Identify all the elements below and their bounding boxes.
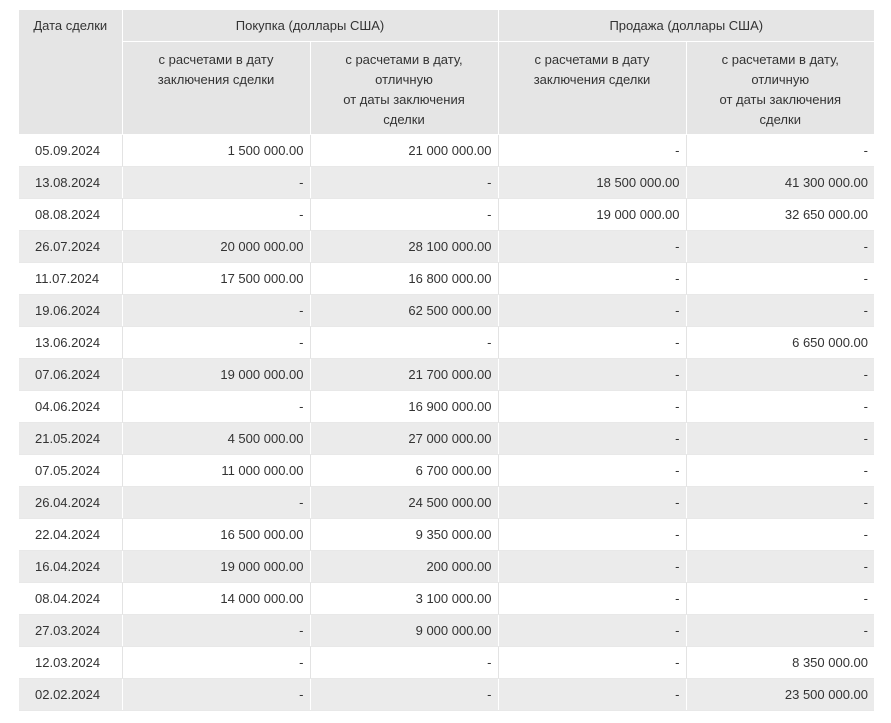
cell-date: 02.02.2024 (19, 678, 122, 710)
cell-buy-same-day: - (122, 294, 310, 326)
cell-sell-other-day: 41 300 000.00 (686, 166, 874, 198)
cell-buy-same-day: - (122, 678, 310, 710)
cell-date: 22.04.2024 (19, 518, 122, 550)
cell-sell-other-day: - (686, 614, 874, 646)
cell-buy-other-day: 28 100 000.00 (310, 230, 498, 262)
cell-sell-other-day: - (686, 294, 874, 326)
table-row (19, 518, 874, 550)
cell-sell-other-day: - (686, 582, 874, 614)
cell-buy-other-day: 3 100 000.00 (310, 582, 498, 614)
table-row (19, 198, 874, 230)
cell-buy-other-day: 9 350 000.00 (310, 518, 498, 550)
table-row (19, 358, 874, 390)
table-row (19, 230, 874, 262)
cell-sell-same-day: - (498, 294, 686, 326)
cell-sell-other-day: - (686, 454, 874, 486)
cell-buy-other-day: - (310, 646, 498, 678)
fx-deals-table (19, 10, 874, 711)
cell-sell-same-day: - (498, 614, 686, 646)
cell-buy-other-day: - (310, 166, 498, 198)
cell-sell-other-day: - (686, 358, 874, 390)
cell-sell-same-day: - (498, 358, 686, 390)
table-row (19, 166, 874, 198)
cell-sell-same-day: - (498, 582, 686, 614)
cell-buy-other-day: 21 700 000.00 (310, 358, 498, 390)
cell-buy-same-day: - (122, 646, 310, 678)
cell-buy-same-day: - (122, 198, 310, 230)
cell-sell-same-day: 19 000 000.00 (498, 198, 686, 230)
header-row-groups (19, 10, 874, 41)
cell-buy-other-day: 200 000.00 (310, 550, 498, 582)
cell-buy-same-day: 20 000 000.00 (122, 230, 310, 262)
cell-sell-same-day: - (498, 230, 686, 262)
cell-date: 04.06.2024 (19, 390, 122, 422)
cell-sell-other-day: - (686, 550, 874, 582)
cell-sell-same-day: - (498, 390, 686, 422)
table-row (19, 390, 874, 422)
cell-date: 21.05.2024 (19, 422, 122, 454)
cell-buy-same-day: 14 000 000.00 (122, 582, 310, 614)
cell-sell-same-day: - (498, 326, 686, 358)
cell-sell-same-day: - (498, 518, 686, 550)
cell-sell-other-day: - (686, 486, 874, 518)
cell-date: 12.03.2024 (19, 646, 122, 678)
cell-buy-same-day: - (122, 390, 310, 422)
table-row (19, 486, 874, 518)
cell-buy-other-day: 9 000 000.00 (310, 614, 498, 646)
table-row (19, 646, 874, 678)
table-header (19, 10, 874, 134)
cell-buy-same-day: 19 000 000.00 (122, 550, 310, 582)
cell-buy-same-day: - (122, 486, 310, 518)
cell-sell-same-day: - (498, 454, 686, 486)
cell-date: 16.04.2024 (19, 550, 122, 582)
cell-date: 07.06.2024 (19, 358, 122, 390)
cell-buy-other-day: 6 700 000.00 (310, 454, 498, 486)
cell-sell-other-day: - (686, 518, 874, 550)
cell-buy-other-day: - (310, 198, 498, 230)
cell-sell-same-day: 18 500 000.00 (498, 166, 686, 198)
table-row (19, 326, 874, 358)
cell-buy-other-day: 24 500 000.00 (310, 486, 498, 518)
cell-sell-same-day: - (498, 678, 686, 710)
cell-sell-same-day: - (498, 550, 686, 582)
cell-buy-same-day: 16 500 000.00 (122, 518, 310, 550)
cell-date: 08.08.2024 (19, 198, 122, 230)
table-row (19, 422, 874, 454)
cell-sell-same-day: - (498, 646, 686, 678)
header-date: Дата сделки (19, 10, 122, 134)
cell-date: 19.06.2024 (19, 294, 122, 326)
cell-date: 07.05.2024 (19, 454, 122, 486)
cell-buy-other-day: - (310, 678, 498, 710)
table-row (19, 550, 874, 582)
cell-buy-other-day: - (310, 326, 498, 358)
table-row (19, 294, 874, 326)
header-buy-same-day: с расчетами в дату заключения сделки (122, 41, 310, 134)
table-row (19, 678, 874, 710)
table-row (19, 582, 874, 614)
cell-sell-same-day: - (498, 422, 686, 454)
cell-buy-other-day: 21 000 000.00 (310, 134, 498, 166)
cell-sell-other-day: - (686, 422, 874, 454)
cell-date: 13.08.2024 (19, 166, 122, 198)
cell-date: 13.06.2024 (19, 326, 122, 358)
header-sell-same-day: с расчетами в дату заключения сделки (498, 41, 686, 134)
cell-buy-same-day: 17 500 000.00 (122, 262, 310, 294)
cell-buy-other-day: 62 500 000.00 (310, 294, 498, 326)
cell-sell-other-day: 23 500 000.00 (686, 678, 874, 710)
cell-buy-same-day: - (122, 614, 310, 646)
cell-buy-same-day: 19 000 000.00 (122, 358, 310, 390)
cell-sell-other-day: - (686, 262, 874, 294)
cell-sell-same-day: - (498, 486, 686, 518)
table-body (19, 134, 874, 710)
table-row (19, 134, 874, 166)
cell-date: 26.04.2024 (19, 486, 122, 518)
cell-sell-other-day: 8 350 000.00 (686, 646, 874, 678)
cell-buy-same-day: - (122, 326, 310, 358)
cell-sell-other-day: - (686, 230, 874, 262)
header-row-sub (19, 41, 874, 134)
header-buy-other-day: с расчетами в дату, отличную от даты заключения сделки (310, 41, 498, 134)
cell-sell-other-day: 6 650 000.00 (686, 326, 874, 358)
cell-date: 27.03.2024 (19, 614, 122, 646)
header-sell-group: Продажа (доллары США) (498, 10, 874, 41)
cell-sell-other-day: - (686, 134, 874, 166)
table-row (19, 454, 874, 486)
cell-buy-other-day: 27 000 000.00 (310, 422, 498, 454)
cell-date: 08.04.2024 (19, 582, 122, 614)
cell-buy-same-day: 1 500 000.00 (122, 134, 310, 166)
cell-date: 11.07.2024 (19, 262, 122, 294)
cell-date: 05.09.2024 (19, 134, 122, 166)
cell-date: 26.07.2024 (19, 230, 122, 262)
cell-buy-same-day: 11 000 000.00 (122, 454, 310, 486)
table-row (19, 262, 874, 294)
cell-sell-other-day: - (686, 390, 874, 422)
cell-sell-same-day: - (498, 134, 686, 166)
cell-sell-same-day: - (498, 262, 686, 294)
cell-buy-other-day: 16 800 000.00 (310, 262, 498, 294)
header-buy-group: Покупка (доллары США) (122, 10, 498, 41)
cell-sell-other-day: 32 650 000.00 (686, 198, 874, 230)
table-row (19, 614, 874, 646)
header-sell-other-day: с расчетами в дату, отличную от даты заключения сделки (686, 41, 874, 134)
cell-buy-same-day: - (122, 166, 310, 198)
cell-buy-same-day: 4 500 000.00 (122, 422, 310, 454)
cell-buy-other-day: 16 900 000.00 (310, 390, 498, 422)
